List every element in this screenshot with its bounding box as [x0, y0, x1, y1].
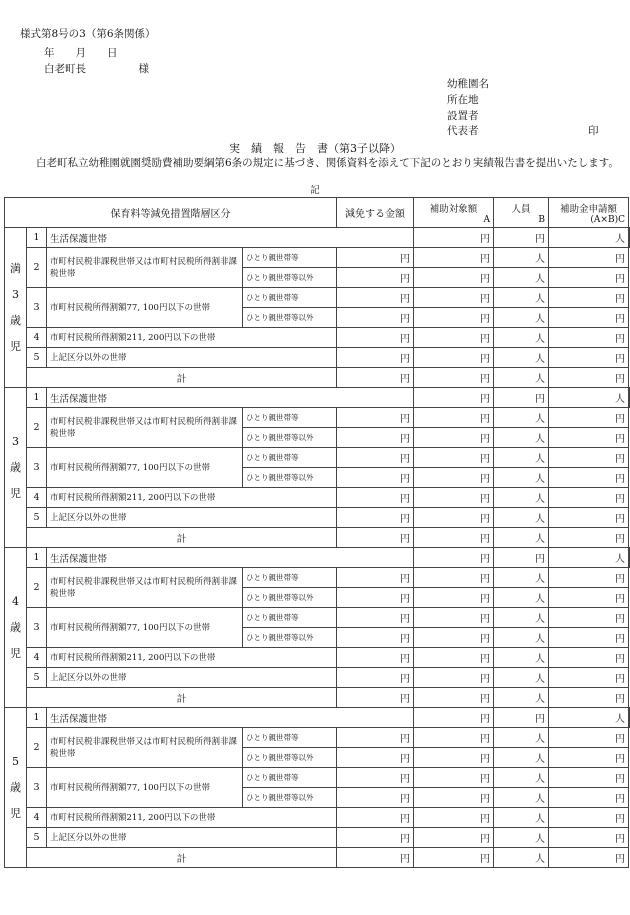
application-cell	[629, 228, 630, 248]
subsidy-cell: 円	[414, 248, 494, 268]
application-cell: 円	[549, 688, 629, 708]
household-type: ひとり親世帯等	[243, 248, 337, 268]
persons-cell: 人	[494, 488, 549, 508]
subsidy-cell: 円	[414, 448, 494, 468]
category-label: 市町村民税非課税世帯又は市町村民税所得割非課税世帯	[47, 408, 243, 448]
age-group-label	[5, 228, 27, 388]
row-number: 2	[27, 568, 47, 608]
persons-cell: 人	[494, 568, 549, 588]
table-row	[5, 508, 630, 528]
age-group-label	[5, 548, 27, 708]
header-persons-mark: B	[538, 214, 545, 225]
age-group-char: 歳	[10, 313, 21, 327]
persons-cell: 人	[494, 368, 549, 388]
table-row	[5, 648, 630, 668]
category-label: 市町村民税所得割額77, 100円以下の世帯	[47, 288, 243, 328]
row-number: 1	[27, 388, 47, 408]
table-row	[5, 448, 630, 468]
header-application	[549, 198, 629, 228]
reduction-cell: 円	[337, 808, 414, 828]
subsidy-cell: 円	[414, 768, 494, 788]
persons-cell: 人	[494, 408, 549, 428]
row-number: 4	[27, 808, 47, 828]
table-row	[5, 248, 630, 268]
persons-cell: 人	[494, 288, 549, 308]
establisher-label: 設置者	[447, 110, 479, 122]
reduction-cell: 円	[337, 268, 414, 288]
table-row	[5, 408, 630, 428]
subsidy-cell: 円	[414, 508, 494, 528]
category-label: 市町村民税所得割額211, 200円以下の世帯	[47, 808, 337, 828]
persons-cell: 人	[494, 528, 549, 548]
category-label: 市町村民税所得割額211, 200円以下の世帯	[47, 488, 337, 508]
subsidy-cell: 円	[414, 628, 494, 648]
reduction-cell: 円	[337, 568, 414, 588]
application-cell: 円	[549, 408, 629, 428]
table-row	[5, 828, 630, 848]
table-row	[5, 348, 630, 368]
household-type: ひとり親世帯等以外	[243, 428, 337, 448]
reduction-cell: 円	[337, 768, 414, 788]
household-type: ひとり親世帯等	[243, 728, 337, 748]
row-number: 5	[27, 508, 47, 528]
reduction-cell: 円	[337, 788, 414, 808]
application-cell: 円	[549, 348, 629, 368]
application-cell: 円	[549, 508, 629, 528]
application-cell: 円	[549, 808, 629, 828]
persons-cell: 人	[494, 748, 549, 768]
persons-cell: 人	[494, 628, 549, 648]
address-label: 所在地	[447, 94, 479, 106]
subsidy-cell: 円	[414, 688, 494, 708]
reduction-cell: 円	[414, 708, 494, 728]
reduction-cell: 円	[337, 468, 414, 488]
total-label: 計	[27, 688, 337, 708]
total-label: 計	[27, 528, 337, 548]
row-number: 4	[27, 488, 47, 508]
table-row	[5, 768, 630, 788]
persons-cell: 人	[494, 768, 549, 788]
application-cell: 円	[549, 588, 629, 608]
subsidy-cell: 円	[414, 568, 494, 588]
household-type: ひとり親世帯等	[243, 408, 337, 428]
age-group-label	[5, 388, 27, 548]
application-cell: 円	[549, 748, 629, 768]
application-cell	[629, 708, 630, 728]
category-label: 上記区分以外の世帯	[47, 828, 337, 848]
persons-cell: 人	[494, 268, 549, 288]
table-row	[5, 728, 630, 748]
reduction-cell: 円	[337, 428, 414, 448]
subsidy-cell: 円	[414, 808, 494, 828]
age-group-char: 児	[10, 646, 21, 660]
header-application-label: 補助金申請額	[559, 203, 617, 215]
persons-cell: 人	[494, 248, 549, 268]
row-number: 3	[27, 448, 47, 488]
application-cell: 円	[549, 328, 629, 348]
persons-cell: 人	[549, 228, 629, 248]
persons-cell: 人	[549, 708, 629, 728]
application-cell: 円	[549, 308, 629, 328]
application-cell: 円	[549, 268, 629, 288]
row-number: 2	[27, 728, 47, 768]
row-number: 2	[27, 408, 47, 448]
persons-cell: 人	[494, 788, 549, 808]
total-label: 計	[27, 848, 337, 868]
header-persons-label: 人員	[511, 203, 531, 215]
application-cell	[629, 548, 630, 568]
persons-cell: 人	[494, 668, 549, 688]
age-group-char: 満	[10, 261, 21, 275]
table-row	[5, 488, 630, 508]
subsidy-cell: 円	[414, 468, 494, 488]
persons-cell: 人	[494, 328, 549, 348]
persons-cell: 人	[494, 728, 549, 748]
application-cell: 円	[549, 368, 629, 388]
age-group-char: 歳	[10, 460, 21, 474]
persons-cell: 人	[494, 848, 549, 868]
row-number: 3	[27, 288, 47, 328]
application-cell: 円	[549, 768, 629, 788]
subsidy-cell: 円	[414, 608, 494, 628]
category-label: 市町村民税所得割額211, 200円以下の世帯	[47, 648, 337, 668]
reduction-cell: 円	[337, 448, 414, 468]
reduction-cell: 円	[337, 648, 414, 668]
row-number: 5	[27, 668, 47, 688]
reduction-cell: 円	[337, 748, 414, 768]
row-number: 1	[27, 228, 47, 248]
household-type: ひとり親世帯等以外	[243, 308, 337, 328]
household-type: ひとり親世帯等	[243, 768, 337, 788]
category-label: 市町村民税非課税世帯又は市町村民税所得割非課税世帯	[47, 728, 243, 768]
table-row	[5, 288, 630, 308]
age-group-char: 歳	[10, 620, 21, 634]
row-number: 5	[27, 828, 47, 848]
subsidy-cell: 円	[414, 428, 494, 448]
reduction-cell: 円	[337, 248, 414, 268]
row-number: 1	[27, 548, 47, 568]
reduction-cell: 円	[337, 628, 414, 648]
subsidy-cell: 円	[494, 708, 549, 728]
row-number: 4	[27, 648, 47, 668]
persons-cell: 人	[494, 308, 549, 328]
persons-cell: 人	[494, 608, 549, 628]
age-group-char: 児	[10, 339, 21, 353]
reduction-cell: 円	[337, 328, 414, 348]
table-row	[5, 548, 630, 568]
body-text: 白老町私立幼稚園就園奨励費補助要綱第6条の規定に基づき、関係資料を添えて下記のとおり実績報告書を提出いたします。	[36, 157, 619, 169]
subsidy-cell: 円	[414, 268, 494, 288]
reduction-cell: 円	[337, 528, 414, 548]
table-row	[5, 708, 630, 728]
application-cell: 円	[549, 628, 629, 648]
category-label: 生活保護世帯	[47, 388, 414, 408]
reduction-cell: 円	[414, 228, 494, 248]
row-number: 3	[27, 768, 47, 808]
document-title: 実 績 報 告 書（第3子以降）	[229, 142, 401, 155]
reduction-cell: 円	[337, 488, 414, 508]
form-id: 様式第8号の3（第6条関係）	[20, 28, 156, 40]
category-label: 上記区分以外の世帯	[47, 508, 337, 528]
row-number: 4	[27, 328, 47, 348]
persons-cell: 人	[494, 468, 549, 488]
application-cell: 円	[549, 728, 629, 748]
header-category: 保育料等減免措置階層区分	[5, 198, 337, 228]
total-row	[5, 528, 630, 548]
household-type: ひとり親世帯等以外	[243, 268, 337, 288]
reduction-cell: 円	[337, 848, 414, 868]
subsidy-cell: 円	[414, 368, 494, 388]
persons-cell: 人	[494, 348, 549, 368]
application-cell	[629, 388, 630, 408]
age-group-char: 4	[12, 594, 19, 608]
reduction-cell: 円	[414, 548, 494, 568]
row-number: 2	[27, 248, 47, 288]
table-row	[5, 568, 630, 588]
seal-mark: 印	[588, 125, 599, 137]
total-row	[5, 688, 630, 708]
subsidy-cell: 円	[414, 488, 494, 508]
age-group-label	[5, 708, 27, 868]
header-reduction: 減免する金額	[337, 198, 414, 228]
application-cell: 円	[549, 428, 629, 448]
age-group-char: 児	[10, 806, 21, 820]
application-cell: 円	[549, 788, 629, 808]
reduction-cell: 円	[337, 368, 414, 388]
header-subsidy-label: 補助対象額	[429, 203, 478, 215]
reduction-cell: 円	[337, 828, 414, 848]
category-label: 市町村民税非課税世帯又は市町村民税所得割非課税世帯	[47, 248, 243, 288]
reduction-cell: 円	[337, 508, 414, 528]
household-type: ひとり親世帯等	[243, 608, 337, 628]
table-row	[5, 328, 630, 348]
header-subsidy-mark: A	[483, 214, 490, 225]
application-cell: 円	[549, 568, 629, 588]
subsidy-cell: 円	[494, 388, 549, 408]
subsidy-cell: 円	[414, 728, 494, 748]
application-cell: 円	[549, 468, 629, 488]
persons-cell: 人	[494, 448, 549, 468]
application-cell: 円	[549, 528, 629, 548]
subsidy-cell: 円	[414, 788, 494, 808]
subsidy-cell: 円	[414, 328, 494, 348]
persons-cell: 人	[494, 688, 549, 708]
application-cell: 円	[549, 828, 629, 848]
total-label: 計	[27, 368, 337, 388]
addressee: 白老町長 様	[44, 63, 149, 75]
category-label: 市町村民税所得割額211, 200円以下の世帯	[47, 328, 337, 348]
subsidy-cell: 円	[414, 648, 494, 668]
total-row	[5, 848, 630, 868]
application-cell: 円	[549, 288, 629, 308]
subsidy-cell: 円	[414, 288, 494, 308]
subsidy-cell: 円	[414, 528, 494, 548]
application-cell: 円	[549, 608, 629, 628]
household-type: ひとり親世帯等以外	[243, 748, 337, 768]
reduction-cell: 円	[337, 288, 414, 308]
subsidy-cell: 円	[414, 348, 494, 368]
table-row	[5, 608, 630, 628]
household-type: ひとり親世帯等	[243, 448, 337, 468]
subsidy-cell: 円	[414, 748, 494, 768]
subsidy-cell: 円	[494, 548, 549, 568]
subsidy-cell: 円	[414, 668, 494, 688]
header-subsidy	[414, 198, 494, 228]
category-label: 市町村民税所得割額77, 100円以下の世帯	[47, 768, 243, 808]
category-label: 市町村民税所得割額77, 100円以下の世帯	[47, 448, 243, 488]
age-group-char: 3	[12, 434, 19, 448]
application-cell: 円	[549, 488, 629, 508]
persons-cell: 人	[549, 388, 629, 408]
representative-label: 代表者	[447, 125, 479, 137]
reduction-cell: 円	[414, 388, 494, 408]
report-table	[4, 197, 630, 868]
kindergarten-name-label: 幼稚園名	[447, 78, 489, 90]
subsidy-cell: 円	[414, 308, 494, 328]
category-label: 生活保護世帯	[47, 708, 414, 728]
date-line: 年 月 日	[44, 47, 118, 59]
row-number: 5	[27, 348, 47, 368]
application-cell: 円	[549, 448, 629, 468]
persons-cell: 人	[494, 588, 549, 608]
category-label: 上記区分以外の世帯	[47, 348, 337, 368]
reduction-cell: 円	[337, 408, 414, 428]
persons-cell: 人	[494, 828, 549, 848]
table-row	[5, 808, 630, 828]
category-label: 上記区分以外の世帯	[47, 668, 337, 688]
application-cell: 円	[549, 248, 629, 268]
table-row	[5, 668, 630, 688]
persons-cell: 人	[494, 648, 549, 668]
subsidy-cell: 円	[414, 588, 494, 608]
household-type: ひとり親世帯等	[243, 288, 337, 308]
persons-cell: 人	[549, 548, 629, 568]
category-label: 市町村民税所得割額77, 100円以下の世帯	[47, 608, 243, 648]
age-group-char: 歳	[10, 780, 21, 794]
subsidy-cell: 円	[494, 228, 549, 248]
category-label: 市町村民税非課税世帯又は市町村民税所得割非課税世帯	[47, 568, 243, 608]
header-application-mark: (A×B)C	[590, 214, 625, 225]
ki-marker: 記	[310, 185, 320, 196]
reduction-cell: 円	[337, 588, 414, 608]
persons-cell: 人	[494, 508, 549, 528]
reduction-cell: 円	[337, 348, 414, 368]
household-type: ひとり親世帯等以外	[243, 588, 337, 608]
household-type: ひとり親世帯等	[243, 568, 337, 588]
category-label: 生活保護世帯	[47, 228, 414, 248]
header-persons	[494, 198, 549, 228]
reduction-cell: 円	[337, 728, 414, 748]
total-row	[5, 368, 630, 388]
row-number: 1	[27, 708, 47, 728]
category-label: 生活保護世帯	[47, 548, 414, 568]
row-number: 3	[27, 608, 47, 648]
age-group-char: 3	[12, 287, 19, 301]
application-cell: 円	[549, 668, 629, 688]
persons-cell: 人	[494, 428, 549, 448]
household-type: ひとり親世帯等以外	[243, 628, 337, 648]
persons-cell: 人	[494, 808, 549, 828]
subsidy-cell: 円	[414, 848, 494, 868]
table-row	[5, 228, 630, 248]
reduction-cell: 円	[337, 668, 414, 688]
reduction-cell: 円	[337, 608, 414, 628]
age-group-char: 児	[10, 486, 21, 500]
application-cell: 円	[549, 848, 629, 868]
application-cell: 円	[549, 648, 629, 668]
table-row	[5, 388, 630, 408]
household-type: ひとり親世帯等以外	[243, 468, 337, 488]
age-group-char: 5	[12, 754, 19, 768]
household-type: ひとり親世帯等以外	[243, 788, 337, 808]
reduction-cell: 円	[337, 688, 414, 708]
reduction-cell: 円	[337, 308, 414, 328]
subsidy-cell: 円	[414, 408, 494, 428]
subsidy-cell: 円	[414, 828, 494, 848]
